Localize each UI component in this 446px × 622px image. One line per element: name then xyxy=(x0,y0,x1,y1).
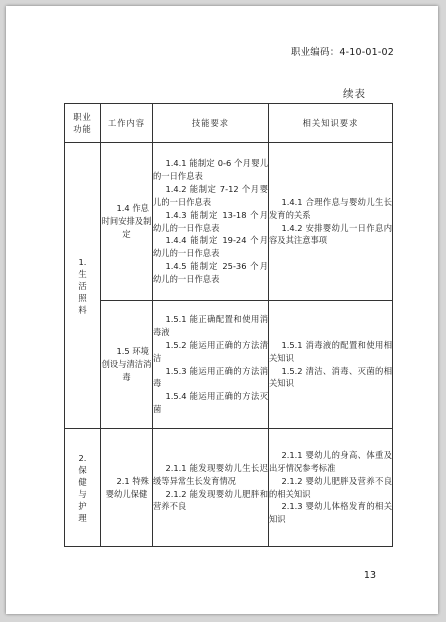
knowledge-cell: 2.1.1 婴幼儿的身高、体重及出牙情况参考标准 2.1.2 婴幼儿肥胖及营养不良的相关知识 2.1.3 婴幼儿体格发育的相关知识 xyxy=(269,429,393,547)
function-cell-living-care: 1. 生 活 照 料 xyxy=(65,143,101,429)
document-page xyxy=(6,6,438,614)
header-function: 职业 功能 xyxy=(65,104,101,143)
skill-cell: 1.5.1 能正确配置和使用消毒液 1.5.2 能运用正确的方法清洁 1.5.3 能运用正确的方法消毒 1.5.4 能运用正确的方法灭菌 xyxy=(153,301,269,429)
continued-label: 续表 xyxy=(343,88,366,100)
table-row xyxy=(65,301,393,429)
header-content: 工作内容 xyxy=(101,104,153,143)
table-row xyxy=(65,143,393,301)
content-cell: 1.4 作息时间安排及制定 xyxy=(101,143,153,301)
header-skill: 技能要求 xyxy=(153,104,269,143)
occupation-code: 职业编码：4-10-01-02 xyxy=(290,47,394,58)
skill-cell: 2.1.1 能发现婴幼儿生长迟缓等异常生长发育情况 2.1.2 能发现婴幼儿肥胖和营养不良 xyxy=(153,429,269,547)
table-header-row xyxy=(65,104,393,143)
page-number: 13 xyxy=(363,570,376,581)
content-cell: 1.5 环境创设与清洁消毒 xyxy=(101,301,153,429)
knowledge-cell: 1.4.1 合理作息与婴幼儿生长发育的关系 1.4.2 安排婴幼儿一日作息内容及其注意事项 xyxy=(269,143,393,301)
header-knowledge: 相关知识要求 xyxy=(269,104,393,143)
content-cell: 2.1 特殊婴幼儿保健 xyxy=(101,429,153,547)
function-cell-health-care: 2. 保 健 与 护 理 xyxy=(65,429,101,547)
skills-table xyxy=(64,103,393,547)
knowledge-cell: 1.5.1 消毒液的配置和使用相关知识 1.5.2 清洁、消毒、灭菌的相关知识 xyxy=(269,301,393,429)
table-row xyxy=(65,429,393,547)
skill-cell: 1.4.1 能制定 0-6 个月婴儿的一日作息表 1.4.2 能制定 7-12 个月婴儿的一日作息表 1.4.3 能制定 13-18 个月幼儿的一日作息表 1.4.4 能制定 19-24 个月幼儿的一日作息表 1.4.5 能制定 25-36 个月幼儿的一日作息表 xyxy=(153,143,269,301)
